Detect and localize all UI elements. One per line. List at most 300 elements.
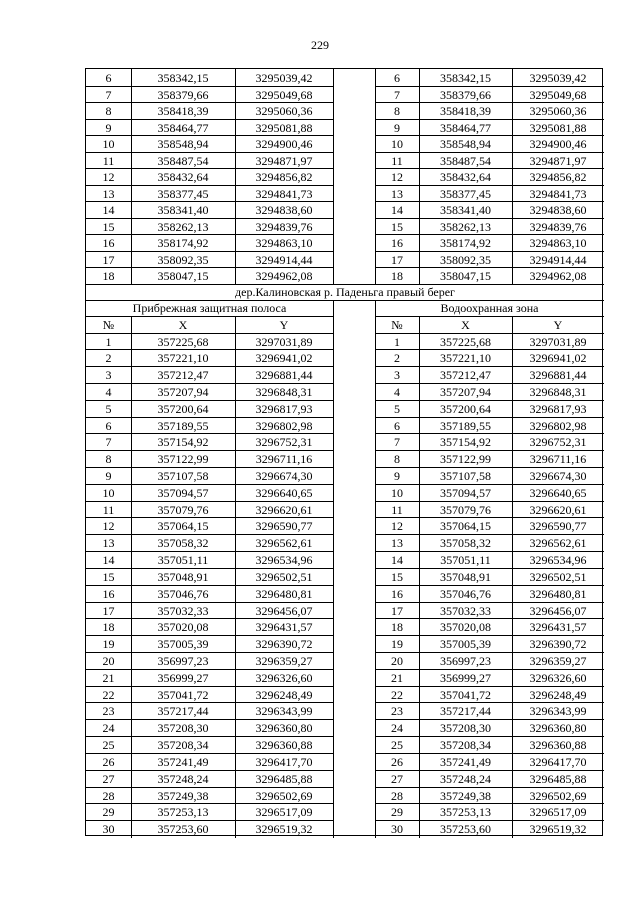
left-cell-x: 356999,27	[157, 670, 209, 685]
left-cell-y: 3294871,97	[255, 153, 313, 168]
right-cell-number: 23	[391, 703, 403, 718]
left-cell-y: 3296620,61	[255, 502, 313, 517]
right-cell-number: 24	[391, 720, 403, 735]
table-rule	[375, 652, 604, 653]
table-rule	[375, 484, 604, 485]
left-cell-x: 357046,76	[157, 586, 209, 601]
left-cell-x: 357221,10	[157, 350, 209, 365]
table-rule	[86, 102, 333, 103]
right-cell-number: 2	[394, 350, 400, 365]
left-cell-y: 3296417,70	[255, 754, 313, 769]
right-cell-y: 3295039,42	[529, 70, 587, 85]
right-cell-x: 358432,64	[440, 169, 491, 184]
left-cell-number: 28	[102, 788, 115, 803]
left-cell-number: 12	[102, 169, 115, 184]
left-cell-x: 358342,15	[157, 70, 209, 85]
right-cell-number: 18	[391, 268, 403, 283]
right-cell-x: 356999,27	[440, 670, 491, 685]
right-cell-number: 3	[394, 367, 400, 382]
right-cell-y: 3296519,32	[529, 821, 587, 836]
right-cell-y: 3296485,88	[529, 771, 587, 786]
right-cell-x: 357041,72	[440, 687, 491, 702]
table-rule	[86, 568, 333, 569]
right-cell-x: 357154,92	[440, 434, 491, 449]
table-rule	[375, 585, 604, 586]
left-cell-y: 3296640,65	[255, 485, 313, 500]
right-cell-x: 357064,15	[440, 518, 491, 533]
left-cell-y: 3296519,32	[255, 821, 313, 836]
table-rule	[375, 433, 604, 434]
left-cell-y: 3296848,31	[255, 384, 313, 399]
table-rule	[86, 450, 333, 451]
right-cell-number: 9	[394, 120, 400, 135]
left-cell-x: 357051,11	[157, 552, 209, 567]
left-cell-y: 3294863,10	[255, 235, 313, 250]
right-cell-number: 1	[394, 334, 400, 349]
left-cell-x: 357122,99	[157, 451, 209, 466]
right-cell-x: 358341,40	[440, 202, 491, 217]
right-cell-number: 12	[391, 518, 403, 533]
left-cell-x: 357058,32	[157, 535, 209, 550]
table-rule	[419, 316, 420, 838]
left-cell-x: 357079,76	[157, 502, 209, 517]
left-cell-y: 3296881,44	[255, 367, 313, 382]
left-cell-number: 29	[102, 804, 115, 819]
table-rule	[86, 366, 333, 367]
right-cell-y: 3296390,72	[529, 636, 587, 651]
table-rule	[86, 185, 333, 186]
left-cell-x: 358047,15	[157, 268, 209, 283]
left-cell-x: 357032,33	[157, 603, 209, 618]
right-cell-number: 15	[391, 219, 403, 234]
right-cell-y: 3296817,93	[529, 401, 587, 416]
left-cell-y: 3295060,36	[255, 103, 313, 118]
table-rule	[375, 602, 604, 603]
left-cell-x: 357241,49	[157, 754, 209, 769]
right-cell-x: 357241,49	[440, 754, 491, 769]
right-cell-number: 9	[394, 468, 400, 483]
right-cell-number: 13	[391, 535, 403, 550]
left-cell-y: 3296590,77	[255, 518, 313, 533]
section-title: дер.Калиновская р. Паденьга правый берег	[235, 285, 455, 299]
left-cell-y: 3294914,44	[255, 252, 313, 267]
table-rule	[375, 102, 604, 103]
left-header-y: Y	[279, 317, 289, 332]
left-cell-number: 15	[102, 219, 115, 234]
right-cell-y: 3296941,02	[529, 350, 587, 365]
table-rule	[375, 349, 604, 350]
left-cell-number: 9	[105, 120, 112, 135]
table-rule	[375, 517, 604, 518]
left-cell-y: 3294962,08	[255, 268, 313, 283]
right-cell-number: 11	[391, 153, 403, 168]
right-cell-number: 21	[391, 670, 403, 685]
right-cell-y: 3294962,08	[529, 268, 587, 283]
right-cell-x: 358379,66	[440, 87, 491, 102]
right-cell-y: 3294863,10	[529, 235, 587, 250]
right-cell-y: 3296417,70	[529, 754, 587, 769]
left-cell-y: 3296343,99	[255, 703, 313, 718]
right-cell-y: 3296752,31	[529, 434, 587, 449]
left-cell-x: 357048,91	[157, 569, 209, 584]
left-cell-x: 358174,92	[157, 235, 209, 250]
right-cell-y: 3294841,73	[529, 186, 587, 201]
left-cell-x: 358432,64	[157, 169, 209, 184]
left-cell-number: 16	[102, 235, 115, 250]
left-cell-y: 3295049,68	[255, 87, 313, 102]
left-cell-number: 17	[102, 603, 115, 618]
left-cell-x: 358341,40	[157, 202, 209, 217]
left-cell-number: 22	[102, 687, 115, 702]
right-cell-y: 3296534,96	[529, 552, 587, 567]
right-cell-number: 5	[394, 401, 400, 416]
table-rule	[375, 300, 376, 838]
table-rule	[375, 366, 604, 367]
right-cell-y: 3296431,57	[529, 619, 587, 634]
left-cell-y: 3295081,88	[255, 120, 313, 135]
table-rule	[375, 218, 604, 219]
right-cell-y: 3297031,89	[529, 334, 587, 349]
table-rule	[419, 69, 420, 284]
right-cell-y: 3294838,60	[529, 202, 587, 217]
right-cell-x: 357189,55	[440, 418, 491, 433]
left-cell-x: 357225,68	[157, 334, 209, 349]
left-cell-x: 357253,60	[157, 821, 209, 836]
right-cell-y: 3296248,49	[529, 687, 587, 702]
left-cell-number: 7	[105, 434, 112, 449]
right-cell-x: 357094,57	[440, 485, 491, 500]
right-cell-y: 3296480,81	[529, 586, 587, 601]
table-rule	[375, 251, 604, 252]
right-header-x: X	[461, 317, 470, 332]
table-rule	[512, 69, 513, 284]
left-cell-x: 357154,92	[157, 434, 209, 449]
left-cell-y: 3296534,96	[255, 552, 313, 567]
table-rule	[375, 719, 604, 720]
left-cell-y: 3296562,61	[255, 535, 313, 550]
coordinates-table	[85, 68, 603, 836]
left-cell-x: 358377,45	[157, 186, 209, 201]
left-cell-number: 25	[102, 737, 115, 752]
right-cell-x: 357253,60	[440, 821, 491, 836]
table-rule	[375, 551, 604, 552]
table-rule	[86, 585, 333, 586]
right-cell-x: 357221,10	[440, 350, 491, 365]
left-cell-number: 15	[102, 569, 115, 584]
table-rule	[86, 702, 333, 703]
right-cell-x: 357249,38	[440, 788, 491, 803]
left-cell-y: 3296360,80	[255, 720, 313, 735]
left-cell-x: 357041,72	[157, 687, 209, 702]
right-cell-x: 358464,77	[440, 120, 491, 135]
right-cell-y: 3296881,44	[529, 367, 587, 382]
right-cell-y: 3296711,16	[529, 451, 587, 466]
left-cell-y: 3296674,30	[255, 468, 313, 483]
left-cell-x: 358548,94	[157, 136, 209, 151]
table-rule	[86, 135, 333, 136]
left-cell-y: 3294856,82	[255, 169, 313, 184]
table-rule	[86, 534, 333, 535]
table-rule	[86, 618, 333, 619]
right-cell-y: 3296502,69	[529, 788, 587, 803]
right-cell-y: 3296456,07	[529, 603, 587, 618]
right-cell-number: 4	[394, 384, 400, 399]
right-cell-y: 3294900,46	[529, 136, 587, 151]
left-cell-number: 7	[105, 87, 112, 102]
right-cell-number: 18	[391, 619, 403, 634]
left-cell-y: 3296480,81	[255, 586, 313, 601]
right-cell-number: 7	[394, 434, 400, 449]
table-rule	[375, 635, 604, 636]
left-cell-number: 17	[102, 252, 115, 267]
right-cell-x: 357051,11	[440, 552, 491, 567]
right-cell-x: 357107,58	[440, 468, 491, 483]
left-cell-x: 357208,34	[157, 737, 209, 752]
left-cell-x: 357005,39	[157, 636, 209, 651]
right-cell-x: 357079,76	[440, 502, 491, 517]
right-cell-x: 357207,94	[440, 384, 491, 399]
left-cell-x: 357212,47	[157, 367, 209, 382]
table-rule	[375, 787, 604, 788]
right-cell-x: 358092,35	[440, 252, 491, 267]
left-cell-y: 3296485,88	[255, 771, 313, 786]
table-rule	[86, 201, 333, 202]
right-cell-number: 26	[391, 754, 403, 769]
left-cell-number: 12	[102, 518, 115, 533]
left-cell-x: 357064,15	[157, 518, 209, 533]
left-cell-number: 6	[105, 70, 112, 85]
left-cell-y: 3296326,60	[255, 670, 313, 685]
right-cell-y: 3295049,68	[529, 87, 587, 102]
left-cell-number: 21	[102, 670, 115, 685]
right-cell-y: 3294856,82	[529, 169, 587, 184]
left-cell-y: 3296752,31	[255, 434, 313, 449]
table-rule	[86, 753, 333, 754]
left-cell-number: 23	[102, 703, 115, 718]
right-cell-number: 14	[391, 202, 403, 217]
left-cell-y: 3296941,02	[255, 350, 313, 365]
left-cell-x: 357094,57	[157, 485, 209, 500]
right-cell-y: 3296517,09	[529, 804, 587, 819]
table-rule	[86, 119, 333, 120]
right-cell-y: 3296620,61	[529, 502, 587, 517]
table-rule	[375, 803, 604, 804]
left-cell-x: 357189,55	[157, 418, 209, 433]
left-cell-x: 358092,35	[157, 252, 209, 267]
table-rule	[86, 152, 333, 153]
table-rule	[86, 652, 333, 653]
right-cell-number: 17	[391, 252, 403, 267]
table-rule	[86, 433, 333, 434]
right-cell-x: 357005,39	[440, 636, 491, 651]
left-cell-x: 357020,08	[157, 619, 209, 634]
left-cell-x: 358379,66	[157, 87, 209, 102]
right-cell-y: 3296326,60	[529, 670, 587, 685]
left-cell-number: 10	[102, 485, 115, 500]
right-cell-y: 3296674,30	[529, 468, 587, 483]
table-rule	[86, 218, 333, 219]
table-rule	[86, 803, 333, 804]
left-cell-x: 358262,13	[157, 219, 209, 234]
left-cell-x: 357107,58	[157, 468, 209, 483]
left-cell-y: 3296248,49	[255, 687, 313, 702]
table-rule	[86, 168, 333, 169]
table-rule	[86, 551, 333, 552]
left-header-number: №	[102, 317, 115, 332]
left-cell-number: 8	[105, 451, 112, 466]
left-cell-y: 3296359,27	[255, 653, 313, 668]
table-rule	[86, 417, 333, 418]
right-cell-number: 6	[394, 418, 400, 433]
right-cell-x: 357046,76	[440, 586, 491, 601]
table-rule	[86, 383, 333, 384]
left-cell-number: 3	[105, 367, 112, 382]
right-cell-number: 16	[391, 586, 403, 601]
table-rule	[375, 736, 604, 737]
table-rule	[86, 349, 333, 350]
table-rule	[375, 185, 604, 186]
right-cell-y: 3296359,27	[529, 653, 587, 668]
table-rule	[131, 69, 132, 284]
table-rule	[375, 753, 604, 754]
table-rule	[86, 770, 333, 771]
right-cell-number: 17	[391, 603, 403, 618]
left-cell-number: 14	[102, 552, 115, 567]
table-rule	[375, 119, 604, 120]
right-cell-x: 358342,15	[440, 70, 491, 85]
table-rule	[86, 251, 333, 252]
right-cell-y: 3296848,31	[529, 384, 587, 399]
right-cell-x: 357058,32	[440, 535, 491, 550]
left-cell-x: 358464,77	[157, 120, 209, 135]
right-caption: Водоохранная зона	[440, 301, 539, 315]
right-cell-y: 3294914,44	[529, 252, 587, 267]
right-cell-x: 356997,23	[440, 653, 491, 668]
right-cell-number: 16	[391, 235, 403, 250]
right-cell-number: 22	[391, 687, 403, 702]
right-cell-number: 11	[391, 502, 403, 517]
table-rule	[375, 501, 604, 502]
left-cell-y: 3296456,07	[255, 603, 313, 618]
table-rule	[86, 602, 333, 603]
table-rule	[375, 417, 604, 418]
table-rule	[86, 467, 333, 468]
left-cell-number: 14	[102, 202, 115, 217]
right-cell-x: 357217,44	[440, 703, 491, 718]
left-cell-number: 11	[102, 153, 115, 168]
table-rule	[375, 86, 604, 87]
left-cell-number: 18	[102, 619, 115, 634]
left-cell-y: 3296360,88	[255, 737, 313, 752]
table-rule	[375, 618, 604, 619]
right-cell-number: 28	[391, 788, 403, 803]
right-cell-x: 357020,08	[440, 619, 491, 634]
left-cell-number: 26	[102, 754, 115, 769]
page-number: 229	[311, 38, 329, 52]
table-rule	[86, 686, 333, 687]
right-cell-x: 357225,68	[440, 334, 491, 349]
left-cell-x: 358418,39	[157, 103, 209, 118]
right-cell-y: 3294871,97	[529, 153, 587, 168]
left-cell-number: 24	[102, 720, 115, 735]
right-cell-number: 20	[391, 653, 403, 668]
right-cell-x: 358047,15	[440, 268, 491, 283]
right-cell-x: 357253,13	[440, 804, 491, 819]
left-cell-x: 357248,24	[157, 771, 209, 786]
left-cell-x: 357253,13	[157, 804, 209, 819]
right-cell-y: 3295060,36	[529, 103, 587, 118]
right-cell-x: 358487,54	[440, 153, 491, 168]
left-caption: Прибрежная защитная полоса	[132, 301, 287, 315]
left-cell-y: 3296817,93	[255, 401, 313, 416]
table-rule	[375, 450, 604, 451]
table-rule	[375, 135, 604, 136]
table-rule	[86, 787, 333, 788]
left-cell-x: 357217,44	[157, 703, 209, 718]
right-cell-number: 25	[391, 737, 403, 752]
right-cell-x: 357212,47	[440, 367, 491, 382]
right-cell-x: 357248,24	[440, 771, 491, 786]
table-rule	[375, 534, 604, 535]
right-header-y: Y	[553, 317, 563, 332]
left-cell-y: 3294841,73	[255, 186, 313, 201]
right-cell-y: 3296360,80	[529, 720, 587, 735]
right-cell-x: 358377,45	[440, 186, 491, 201]
left-cell-x: 357200,64	[157, 401, 209, 416]
table-rule	[375, 168, 604, 169]
left-cell-y: 3296431,57	[255, 619, 313, 634]
left-cell-number: 13	[102, 535, 115, 550]
left-cell-y: 3294839,76	[255, 219, 313, 234]
right-cell-x: 357208,30	[440, 720, 491, 735]
table-rule	[375, 702, 604, 703]
table-rule	[333, 69, 334, 284]
left-cell-number: 27	[102, 771, 115, 786]
table-rule	[86, 400, 333, 401]
right-cell-number: 7	[394, 87, 400, 102]
left-cell-number: 4	[105, 384, 112, 399]
right-cell-number: 29	[391, 804, 403, 819]
right-cell-y: 3295081,88	[529, 120, 587, 135]
table-rule	[86, 484, 333, 485]
table-rule	[235, 316, 236, 838]
right-cell-x: 357122,99	[440, 451, 491, 466]
left-cell-number: 9	[105, 468, 112, 483]
right-cell-x: 358418,39	[440, 103, 491, 118]
left-cell-y: 3295039,42	[255, 70, 313, 85]
left-cell-y: 3296502,69	[255, 788, 313, 803]
right-cell-number: 6	[394, 70, 400, 85]
right-cell-x: 358262,13	[440, 219, 491, 234]
table-rule	[375, 467, 604, 468]
table-rule	[375, 201, 604, 202]
right-cell-number: 13	[391, 186, 403, 201]
right-cell-y: 3296562,61	[529, 535, 587, 550]
table-rule	[86, 86, 333, 87]
right-cell-x: 357200,64	[440, 401, 491, 416]
right-cell-y: 3296343,99	[529, 703, 587, 718]
right-cell-x: 357208,34	[440, 737, 491, 752]
right-cell-number: 15	[391, 569, 403, 584]
right-cell-x: 357032,33	[440, 603, 491, 618]
table-rule	[86, 234, 333, 235]
left-cell-number: 6	[105, 418, 112, 433]
right-cell-y: 3296802,98	[529, 418, 587, 433]
left-cell-x: 358487,54	[157, 153, 209, 168]
right-cell-y: 3296360,88	[529, 737, 587, 752]
table-rule	[131, 316, 132, 838]
table-rule	[86, 820, 333, 821]
